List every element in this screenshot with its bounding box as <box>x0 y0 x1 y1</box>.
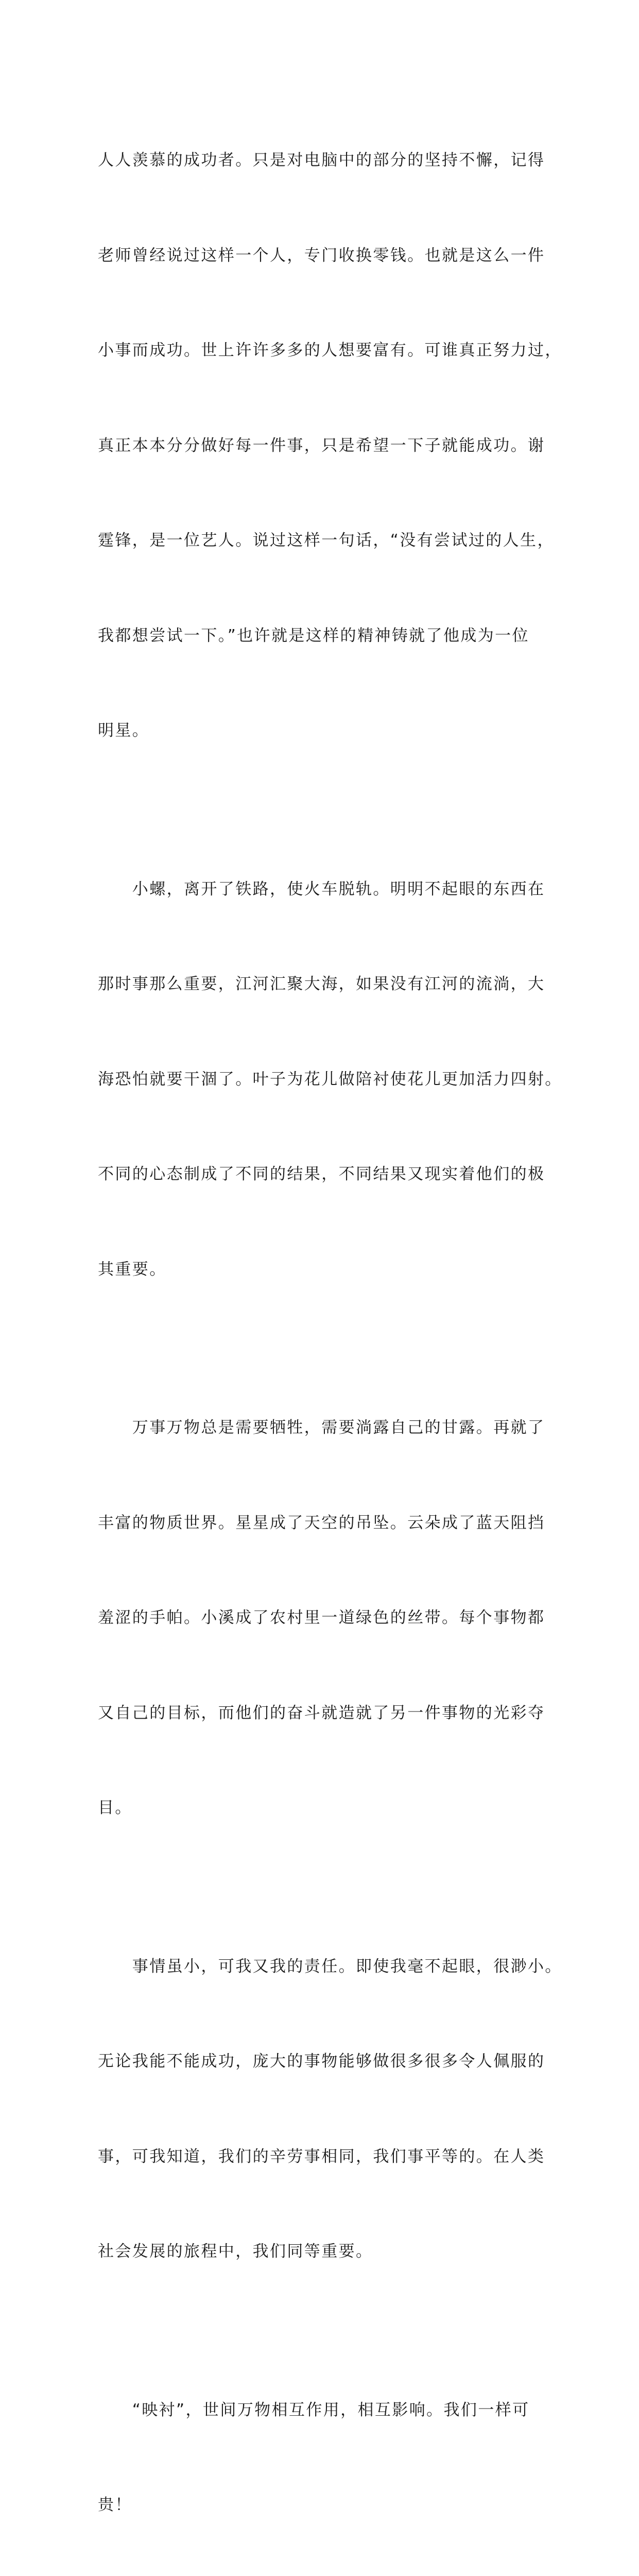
text-line: 万事万物总是需要牺牲，需要淌露自己的甘露。再就了 <box>98 1412 545 1444</box>
document-page <box>0 0 639 904</box>
text-line: 目。 <box>98 1792 545 1824</box>
text-line: 又自己的目标，而他们的奋斗就造就了另一件事物的光彩夺 <box>98 1698 545 1730</box>
text-line: “映衬”，世间万物相互作用，相互影响。我们一样可 <box>98 2395 545 2427</box>
text-line: 我都想尝试一下。”也许就是这样的精神铸就了他成为一位 <box>98 620 545 652</box>
essay-body <box>98 81 545 2576</box>
paragraph-3 <box>98 1349 545 1888</box>
text-line: 海恐怕就要干涸了。叶子为花儿做陪衬使花儿更加活力四射。 <box>98 1064 545 1096</box>
text-line: 事情虽小，可我又我的责任。即使我毫不起眼，很渺小。 <box>98 1951 545 1983</box>
paragraph-1 <box>98 81 545 810</box>
text-line: 不同的心态制成了不同的结果，不同结果又现实着他们的极 <box>98 1159 545 1191</box>
text-line: 事，可我知道，我们的辛劳事相同，我们事平等的。在人类 <box>98 2141 545 2173</box>
text-line: 明星。 <box>98 715 545 747</box>
text-line: 老师曾经说过这样一个人，专门收换零钱。也就是这么一件 <box>98 240 545 272</box>
text-line: 小事而成功。世上许许多多的人想要富有。可谁真正努力过， <box>98 335 545 367</box>
text-line: 贵！ <box>98 2489 545 2521</box>
text-line: 社会发展的旅程中，我们同等重要。 <box>98 2236 545 2268</box>
text-line: 真正本本分分做好每一件事，只是希望一下子就能成功。谢 <box>98 430 545 462</box>
paragraph-4 <box>98 1888 545 2331</box>
text-line: 无论我能不能成功，庞大的事物能够做很多很多令人佩服的 <box>98 2046 545 2078</box>
text-line: 那时事那么重要，江河汇聚大海，如果没有江河的流淌，大 <box>98 969 545 1001</box>
text-line: 其重要。 <box>98 1254 545 1286</box>
paragraph-2 <box>98 810 545 1349</box>
paragraph-5 <box>98 2331 545 2576</box>
text-line: 小螺，离开了铁路，使火车脱轨。明明不起眼的东西在 <box>98 874 545 906</box>
text-line: 霆锋，是一位艺人。说过这样一句话，“没有尝试过的人生， <box>98 525 545 557</box>
text-line: 羞涩的手帕。小溪成了农村里一道绿色的丝带。每个事物都 <box>98 1602 545 1634</box>
text-line: 人人羡慕的成功者。只是对电脑中的部分的坚持不懈，记得 <box>98 145 545 177</box>
text-line: 丰富的物质世界。星星成了天空的吊坠。云朵成了蓝天阻挡 <box>98 1507 545 1539</box>
